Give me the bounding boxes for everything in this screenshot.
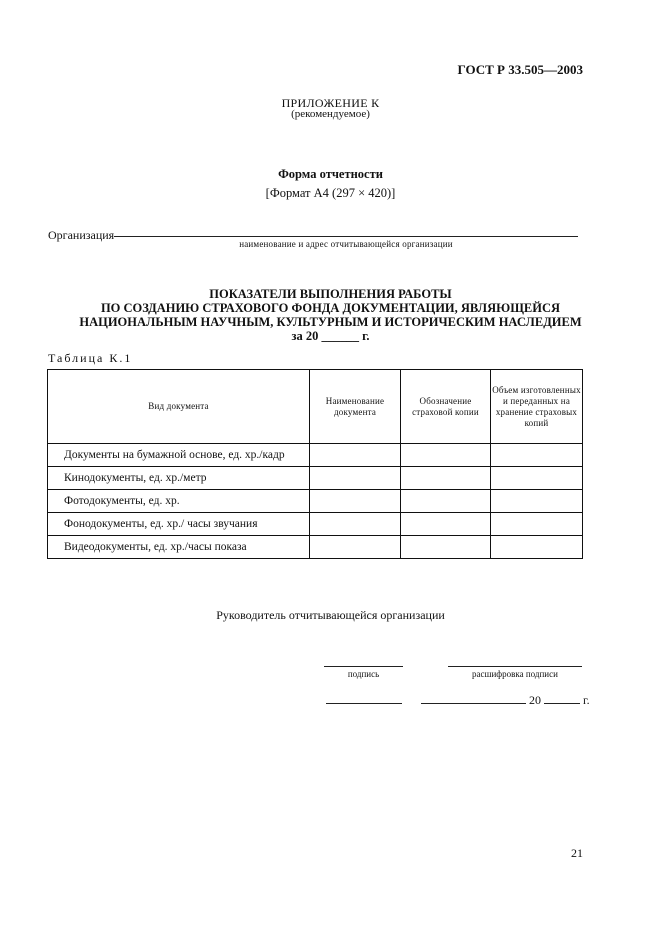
- cell-document-name[interactable]: [310, 513, 401, 536]
- header-copy-designation: Обозначение страховой копии: [401, 370, 491, 444]
- cell-document-name[interactable]: [310, 490, 401, 513]
- organization-fill-line: [114, 236, 578, 237]
- table-row: [48, 467, 583, 490]
- cell-copies-volume[interactable]: [491, 444, 583, 467]
- form-format: [Формат А4 (297 × 420)]: [265, 186, 396, 200]
- cell-copy-designation[interactable]: [401, 467, 491, 490]
- cell-copies-volume[interactable]: [491, 490, 583, 513]
- appendix-subtitle: (рекомендуемое): [291, 108, 370, 120]
- date-year-suffix: г.: [583, 693, 590, 707]
- date-row: [326, 691, 590, 708]
- standard-number: ГОСТ Р 33.505—2003: [457, 62, 583, 77]
- report-heading: [0, 287, 661, 343]
- date-year-prefix: 20: [529, 693, 541, 707]
- date-month-line: [421, 691, 526, 704]
- table-row: [48, 536, 583, 559]
- appendix-title: ПРИЛОЖЕНИЕ К: [281, 96, 380, 110]
- row-label: Фонодокументы, ед. хр./ часы звучания: [48, 513, 310, 536]
- signer-title: Руководитель отчитывающейся организации: [216, 608, 445, 622]
- cell-copies-volume[interactable]: [491, 467, 583, 490]
- heading-line-2: ПО СОЗДАНИЮ СТРАХОВОГО ФОНДА ДОКУМЕНТАЦИИ, ЯВЛЯЮЩЕЙСЯ: [100, 301, 561, 315]
- cell-copies-volume[interactable]: [491, 536, 583, 559]
- date-year-line: [544, 691, 580, 704]
- header-copies-volume: Объем изготовленных и переданных на хранение страховых копий: [491, 370, 583, 444]
- report-table: [47, 369, 583, 559]
- signature-decoding-line: [448, 666, 582, 667]
- organization-label: Организация: [48, 228, 115, 242]
- cell-document-name[interactable]: [310, 444, 401, 467]
- cell-copy-designation[interactable]: [401, 490, 491, 513]
- row-label: Кинодокументы, ед. хр./метр: [48, 467, 310, 490]
- cell-copy-designation[interactable]: [401, 513, 491, 536]
- table-row: [48, 444, 583, 467]
- table-row: [48, 513, 583, 536]
- cell-copies-volume[interactable]: [491, 513, 583, 536]
- cell-document-name[interactable]: [310, 467, 401, 490]
- form-title: Форма отчетности: [278, 167, 383, 181]
- heading-line-1: ПОКАЗАТЕЛИ ВЫПОЛНЕНИЯ РАБОТЫ: [209, 287, 452, 301]
- header-document-type: Вид документа: [48, 370, 310, 444]
- organization-caption: наименование и адрес отчитывающейся организации: [239, 239, 453, 249]
- date-day-line: [326, 691, 402, 704]
- table-row: [48, 490, 583, 513]
- cell-copy-designation[interactable]: [401, 444, 491, 467]
- signature-decoding-caption: расшифровка подписи: [472, 669, 558, 679]
- page-number: 21: [571, 846, 583, 860]
- heading-line-3: НАЦИОНАЛЬНЫМ НАУЧНЫМ, КУЛЬТУРНЫМ И ИСТОРИЧЕСКИМ НАСЛЕДИЕМ: [79, 315, 582, 329]
- table-header-row: [48, 370, 583, 444]
- row-label: Видеодокументы, ед. хр./часы показа: [48, 536, 310, 559]
- header-document-name: Наименование документа: [310, 370, 401, 444]
- table-label: Таблица К.1: [48, 351, 133, 365]
- cell-document-name[interactable]: [310, 536, 401, 559]
- signature-caption: подпись: [347, 669, 380, 679]
- row-label: Фотодокументы, ед. хр.: [48, 490, 310, 513]
- signature-line: [324, 666, 403, 667]
- cell-copy-designation[interactable]: [401, 536, 491, 559]
- heading-line-4: за 20 ______ г.: [291, 329, 370, 343]
- row-label: Документы на бумажной основе, ед. хр./кадр: [48, 444, 310, 467]
